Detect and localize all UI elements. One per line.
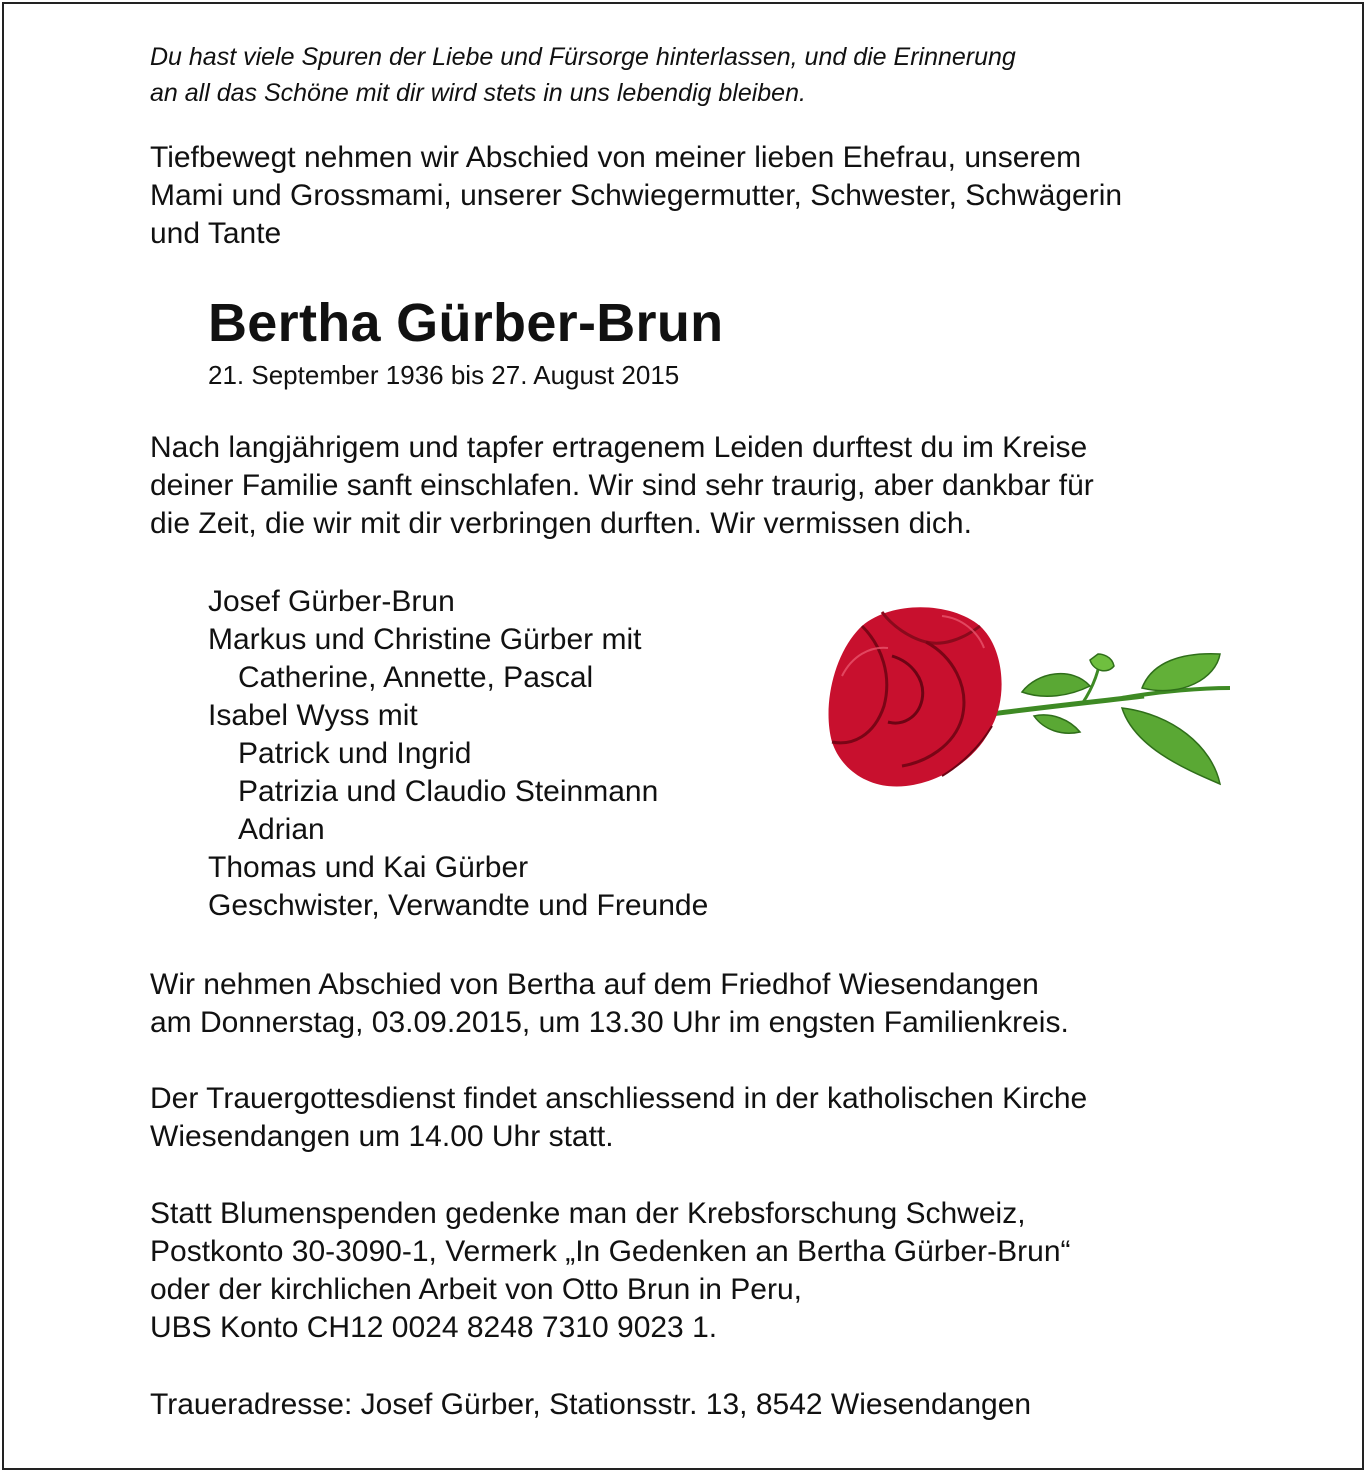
intro-line-2: Mami und Grossmami, unserer Schwiegermutter, Schwester, Schwägerin	[150, 179, 1123, 212]
life-dates: 21. September 1936 bis 27. August 2015	[208, 360, 680, 390]
intro-line-3: und Tante	[150, 217, 282, 250]
family-member: Markus und Christine Gürber mit	[208, 623, 642, 656]
message-line-3: die Zeit, die wir mit dir verbringen durften. Wir vermissen dich.	[150, 507, 972, 540]
donation-line-1: Statt Blumenspenden gedenke man der Krebsforschung Schweiz,	[150, 1197, 1026, 1230]
message-line-1: Nach langjährigem und tapfer ertragenem Leiden durftest du im Kreise	[150, 431, 1088, 464]
family-member: Geschwister, Verwandte und Freunde	[208, 889, 709, 922]
family-member: Isabel Wyss mit	[208, 699, 418, 732]
family-member: Adrian	[238, 813, 325, 846]
family-member: Josef Gürber-Brun	[208, 585, 455, 618]
donation-line-3: oder der kirchlichen Arbeit von Otto Brun in Peru,	[150, 1273, 803, 1306]
family-member: Patrizia und Claudio Steinmann	[238, 775, 659, 808]
burial-line-2: am Donnerstag, 03.09.2015, um 13.30 Uhr im engsten Familienkreis.	[150, 1006, 1069, 1039]
family-member: Catherine, Annette, Pascal	[238, 661, 594, 694]
red-rose-icon	[822, 596, 1238, 796]
service-line-2: Wiesendangen um 14.00 Uhr statt.	[150, 1120, 614, 1153]
donation-line-2: Postkonto 30-3090-1, Vermerk „In Gedenken an Bertha Gürber-Brun“	[150, 1235, 1071, 1268]
quote-line-1: Du hast viele Spuren der Liebe und Fürsorge hinterlassen, und die Erinnerung	[150, 43, 1016, 71]
deceased-name: Bertha Gürber-Brun	[208, 293, 724, 353]
message-line-2: deiner Familie sanft einschlafen. Wir sind sehr traurig, aber dankbar für	[150, 469, 1094, 502]
quote-line-2: an all das Schöne mit dir wird stets in uns lebendig bleiben.	[150, 79, 806, 107]
donation-line-4: UBS Konto CH12 0024 8248 7310 9023 1.	[150, 1311, 718, 1344]
mourning-address: Traueradresse: Josef Gürber, Stationsstr. 13, 8542 Wiesendangen	[150, 1388, 1032, 1421]
family-member: Patrick und Ingrid	[238, 737, 472, 770]
burial-line-1: Wir nehmen Abschied von Bertha auf dem Friedhof Wiesendangen	[150, 968, 1039, 1001]
family-member: Thomas und Kai Gürber	[208, 851, 529, 884]
intro-line-1: Tiefbewegt nehmen wir Abschied von meiner lieben Ehefrau, unserem	[150, 141, 1082, 174]
service-line-1: Der Trauergottesdienst findet anschliessend in der katholischen Kirche	[150, 1082, 1088, 1115]
